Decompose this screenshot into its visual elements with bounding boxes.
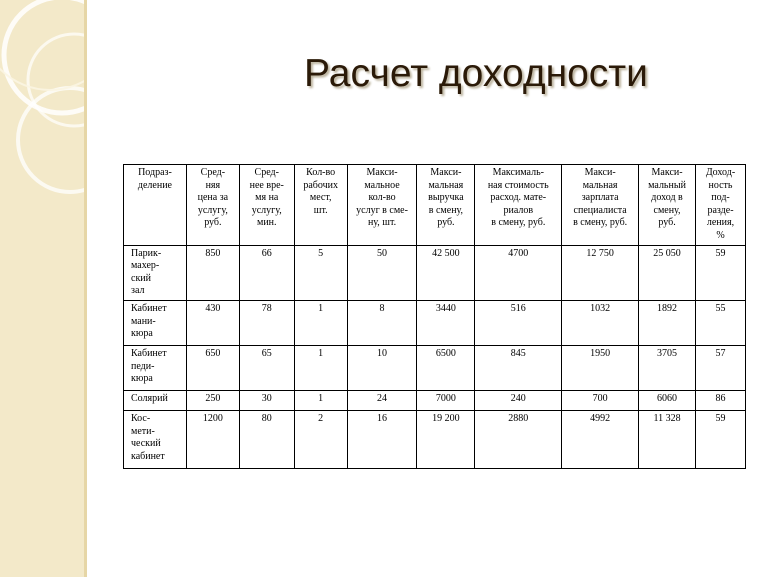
table-cell: 11 328	[639, 410, 696, 468]
table-cell: 5	[294, 245, 347, 300]
table-cell: 430	[186, 300, 239, 345]
table-cell: 240	[475, 390, 562, 410]
table-cell: 7000	[417, 390, 475, 410]
table-row	[124, 345, 746, 390]
table-cell: 845	[475, 345, 562, 390]
table-cell: 6500	[417, 345, 475, 390]
table-cell: 516	[475, 300, 562, 345]
column-header: Кол-во рабочих мест, шт.	[294, 165, 347, 246]
table-cell: 55	[696, 300, 746, 345]
table-cell: 57	[696, 345, 746, 390]
table-cell: 16	[347, 410, 417, 468]
table-cell: 50	[347, 245, 417, 300]
table-cell: 78	[239, 300, 294, 345]
table-cell: 3705	[639, 345, 696, 390]
table-cell: 25 050	[639, 245, 696, 300]
column-header: Макси- мальная выручка в смену, руб.	[417, 165, 475, 246]
row-label-cell: Парик- махер- ский зал	[124, 245, 187, 300]
row-label-cell: Кабинет мани- кюра	[124, 300, 187, 345]
profitability-table	[123, 164, 746, 469]
table-cell: 12 750	[562, 245, 639, 300]
row-label-cell: Кос- мети- ческий кабинет	[124, 410, 187, 468]
column-header: Сред- няя цена за услугу, руб.	[186, 165, 239, 246]
table-cell: 4700	[475, 245, 562, 300]
row-label-cell: Кабинет педи- кюра	[124, 345, 187, 390]
table-cell: 1	[294, 345, 347, 390]
table-cell: 19 200	[417, 410, 475, 468]
table-cell: 1	[294, 390, 347, 410]
table-cell: 59	[696, 245, 746, 300]
table-body	[124, 245, 746, 468]
table-cell: 700	[562, 390, 639, 410]
table-row	[124, 245, 746, 300]
table-cell: 1892	[639, 300, 696, 345]
table-row	[124, 390, 746, 410]
table-row	[124, 410, 746, 468]
table-cell: 59	[696, 410, 746, 468]
table-cell: 4992	[562, 410, 639, 468]
table-cell: 8	[347, 300, 417, 345]
column-header: Макси- мальная зарплата специалиста в смену, руб.	[562, 165, 639, 246]
table-cell: 1	[294, 300, 347, 345]
column-header: Подраз- деление	[124, 165, 187, 246]
table-cell: 65	[239, 345, 294, 390]
column-header: Макси- мальный доход в смену, руб.	[639, 165, 696, 246]
table-header-row	[124, 165, 746, 246]
column-header: Сред- нее вре- мя на услугу, мин.	[239, 165, 294, 246]
table-cell: 650	[186, 345, 239, 390]
table-cell: 850	[186, 245, 239, 300]
table-cell: 3440	[417, 300, 475, 345]
table-cell: 42 500	[417, 245, 475, 300]
table-cell: 2	[294, 410, 347, 468]
table-cell: 1032	[562, 300, 639, 345]
table-row	[124, 300, 746, 345]
table-cell: 66	[239, 245, 294, 300]
table-cell: 86	[696, 390, 746, 410]
table-cell: 80	[239, 410, 294, 468]
table-cell: 10	[347, 345, 417, 390]
table-cell: 2880	[475, 410, 562, 468]
row-label-cell: Солярий	[124, 390, 187, 410]
column-header: Максималь- ная стоимость расход. мате- риалов в смену, руб.	[475, 165, 562, 246]
column-header: Доход- ность под- разде- ления, %	[696, 165, 746, 246]
page-title: Расчет доходности	[304, 52, 648, 95]
table-cell: 24	[347, 390, 417, 410]
table-cell: 30	[239, 390, 294, 410]
column-header: Макси- мальное кол-во услуг в сме- ну, шт.	[347, 165, 417, 246]
table-cell: 250	[186, 390, 239, 410]
table-cell: 6060	[639, 390, 696, 410]
table-cell: 1200	[186, 410, 239, 468]
table-cell: 1950	[562, 345, 639, 390]
